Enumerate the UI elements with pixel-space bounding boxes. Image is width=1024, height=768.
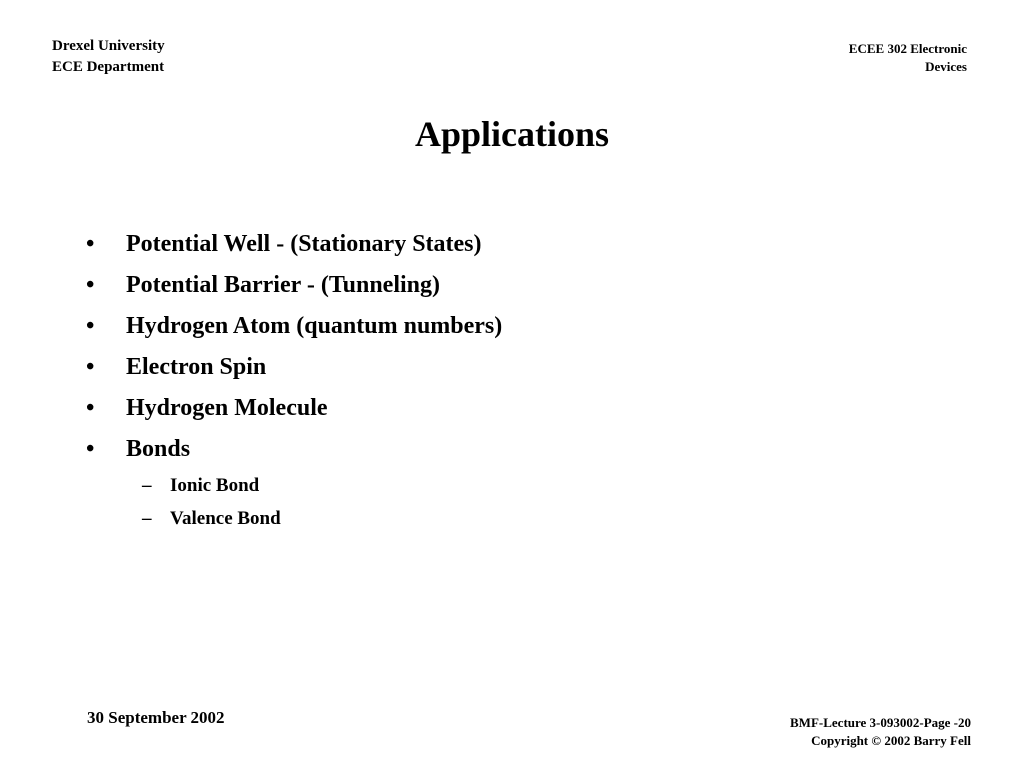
- university-name: Drexel University: [52, 38, 165, 54]
- footer-date: 30 September 2002: [87, 708, 225, 727]
- bullet-marker: •: [86, 272, 95, 298]
- bullet-marker: •: [86, 395, 95, 421]
- sub-bullet-marker: –: [142, 475, 152, 496]
- header-organization: [52, 36, 165, 78]
- sub-bullet-marker: –: [142, 508, 152, 529]
- bullet-text: Bonds: [126, 436, 191, 462]
- bullet-marker: •: [86, 354, 95, 380]
- bullet-item: [86, 433, 502, 465]
- bullet-text: Hydrogen Molecule: [126, 395, 328, 421]
- page-reference: BMF-Lecture 3-093002-Page -20: [790, 715, 971, 730]
- copyright-notice: Copyright © 2002 Barry Fell: [811, 733, 971, 748]
- bullet-marker: •: [86, 231, 95, 257]
- sub-bullet-text: Ionic Bond: [170, 475, 260, 496]
- bullet-text: Potential Barrier - (Tunneling): [126, 272, 440, 298]
- course-name-line2: Devices: [925, 59, 967, 74]
- bullet-list: [86, 228, 502, 474]
- bullet-text: Electron Spin: [126, 354, 267, 380]
- bullet-item: [86, 269, 502, 301]
- bullet-marker: •: [86, 313, 95, 339]
- footer-reference: [790, 714, 971, 750]
- bullet-item: [86, 392, 502, 424]
- slide-title: Applications: [414, 114, 610, 154]
- header-course: [849, 40, 967, 76]
- bullet-text: Potential Well - (Stationary States): [126, 231, 482, 257]
- bullet-text: Hydrogen Atom (quantum numbers): [126, 313, 503, 339]
- sub-bullet-item: [142, 472, 281, 500]
- bullet-marker: •: [86, 436, 95, 462]
- sub-bullet-list: [142, 472, 281, 538]
- sub-bullet-item: [142, 505, 281, 533]
- bullet-item: [86, 351, 502, 383]
- sub-bullet-text: Valence Bond: [170, 508, 281, 529]
- bullet-item: [86, 310, 502, 342]
- department-name: ECE Department: [52, 59, 165, 75]
- course-name-line1: ECEE 302 Electronic: [848, 41, 967, 56]
- bullet-item: [86, 228, 502, 260]
